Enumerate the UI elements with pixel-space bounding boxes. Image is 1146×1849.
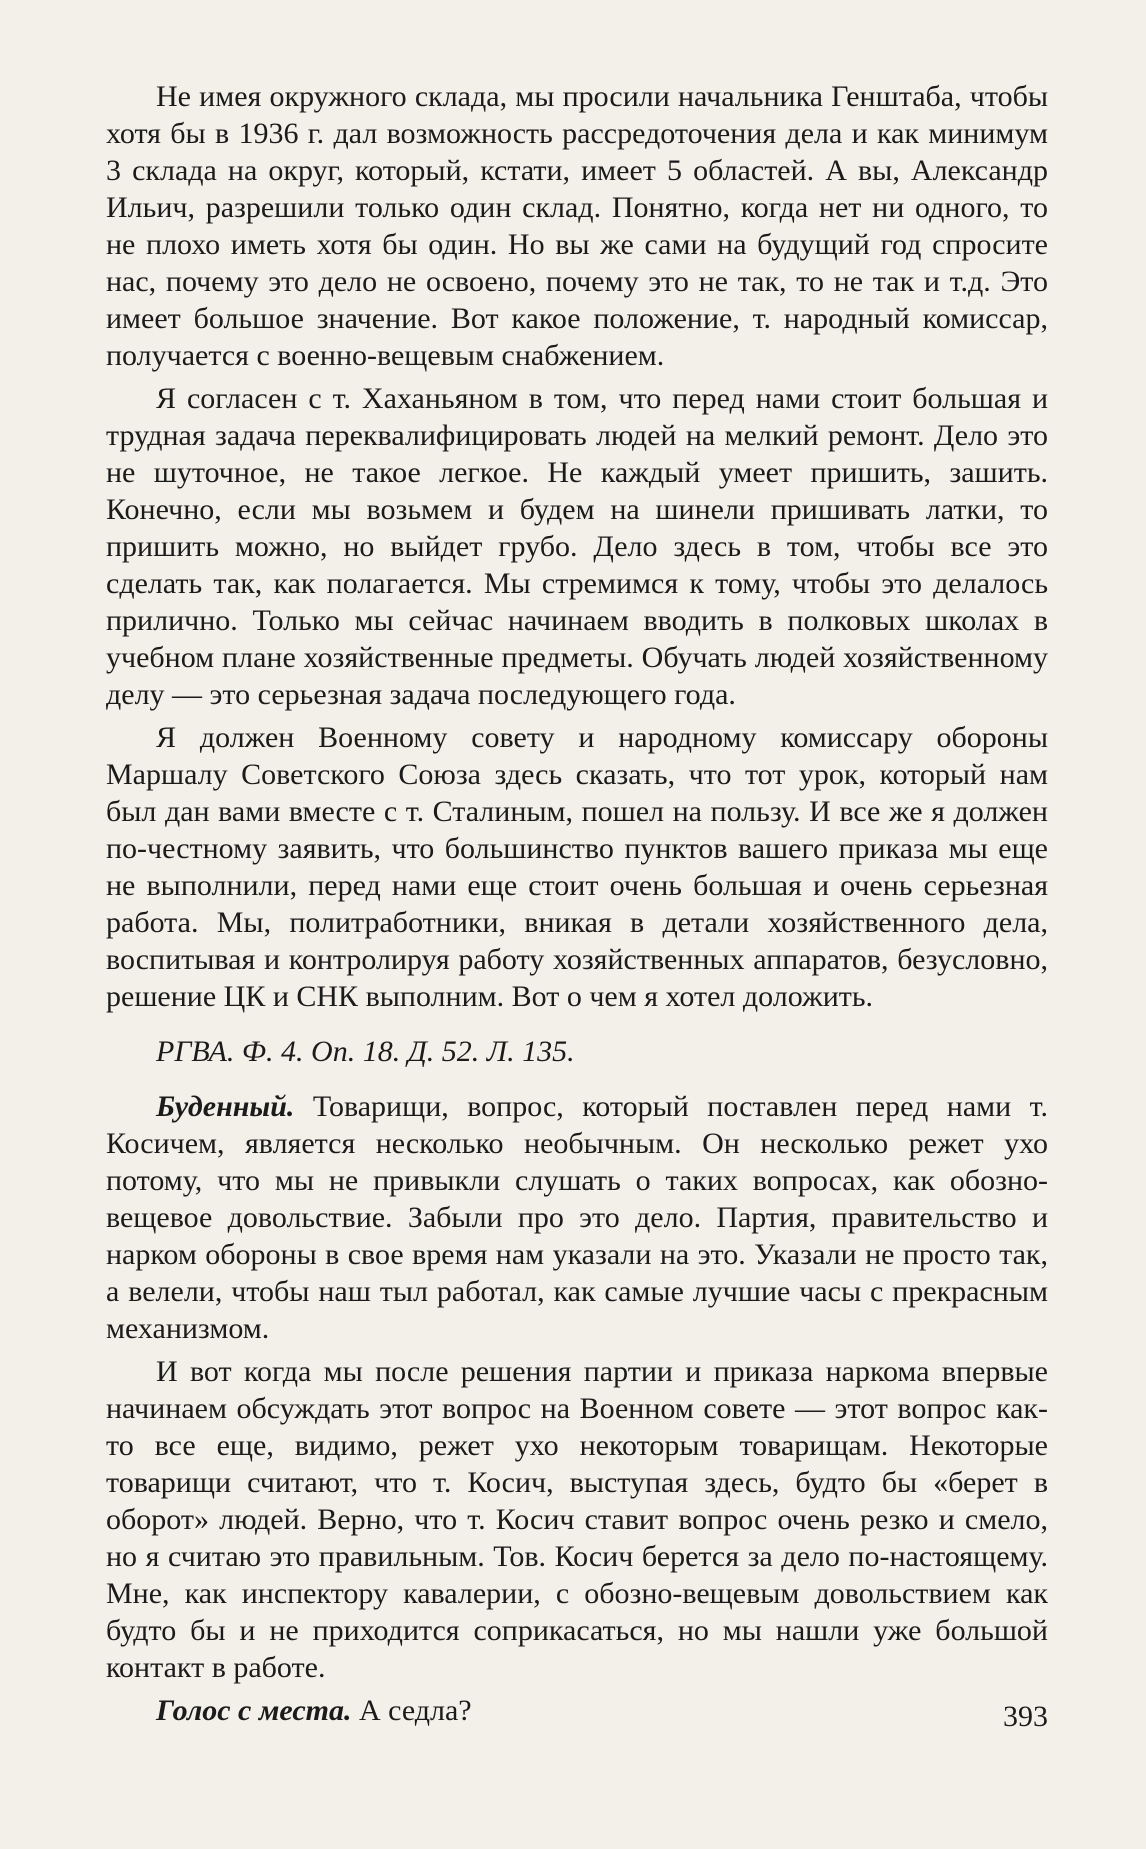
page-number: 393 [1003,1700,1048,1733]
speech-text: Товарищи, вопрос, который поставлен перед нами т. Косичем, является несколько необычным. Он несколько режет ухо потому, что мы не привыкли слушать о таких вопросах, как обозно-вещевое довольствие. Забыли про это дело. Партия, правительство и нарком обороны в свое время нам указали на это. Указали не просто так, а велели, чтобы наш тыл работал, как самые лучшие часы с прекрасным механизмом. [106,1090,1048,1345]
speech-budenny [106,1088,1048,1347]
paragraph-warehouse: Не имея окружного склада, мы просили начальника Генштаба, чтобы хотя бы в 1936 г. дал возможность рассредоточения дела и как минимум 3 склада на округ, который, кстати, имеет 5 областей. А вы, Александр Ильич, разрешили только один склад. Понятно, когда нет ни одного, то не плохо иметь хотя бы один. Но вы же сами на будущий год спросите нас, почему это дело не освоено, почему это не так, то не так и т.д. Это имеет большое значение. Вот какое положение, т. народный комиссар, получается с военно-вещевым снабжением. [106,80,1048,372]
speech-voice [106,1692,1048,1729]
speaker-name: Буденный. [156,1090,295,1123]
archive-reference: РГВА. Ф. 4. Оп. 18. Д. 52. Л. 135. [156,1035,575,1068]
paragraph-report: Я должен Военному совету и народному комиссару обороны Маршалу Советского Союза здесь сказать, что тот урок, который нам был дан вами вместе с т. Сталиным, пошел на пользу. И все же я должен по-честному заявить, что большинство пунктов вашего приказа мы еще не выполнили, перед нами еще стоит очень большая и очень серьезная работа. Мы, политработники, вникая в детали хозяйственного дела, воспитывая и контролируя работу хозяйственных аппаратов, безусловно, решение ЦК и СНК выполним. Вот о чем я хотел доложить. [106,721,1048,1013]
speech-text: А седла? [351,1694,472,1727]
paragraph-discussion: И вот когда мы после решения партии и приказа наркома впервые начинаем обсуждать этот вопрос на Военном совете — этот вопрос как-то все еще, видимо, режет ухо некоторым товарищам. Некоторые товарищи считают, что т. Косич, выступая здесь, будто бы «берет в оборот» людей. Верно, что т. Косич ставит вопрос очень резко и смело, но я считаю это правильным. Тов. Косич берется за дело по-настоящему. Мне, как инспектору кавалерии, с обозно-вещевым довольствием как будто бы и не приходится соприкасаться, но мы нашли уже большой контакт в работе. [106,1355,1048,1684]
speaker-name: Голос с места. [156,1694,352,1727]
paragraph-repair: Я согласен с т. Хаханьяном в том, что перед нами стоит большая и трудная задача переквалифицировать людей на мелкий ремонт. Дело это не шуточное, не такое легкое. Не каждый умеет пришить, зашить. Конечно, если мы возьмем и будем на шинели пришивать латки, то пришить можно, но выйдет грубо. Дело здесь в том, чтобы все это сделать так, как полагается. Мы стремимся к тому, чтобы это делалось прилично. Только мы сейчас начинаем вводить в полковых школах в учебном плане хозяйственные предметы. Обучать людей хозяйственному делу — это серьезная задача последующего года. [106,382,1048,711]
